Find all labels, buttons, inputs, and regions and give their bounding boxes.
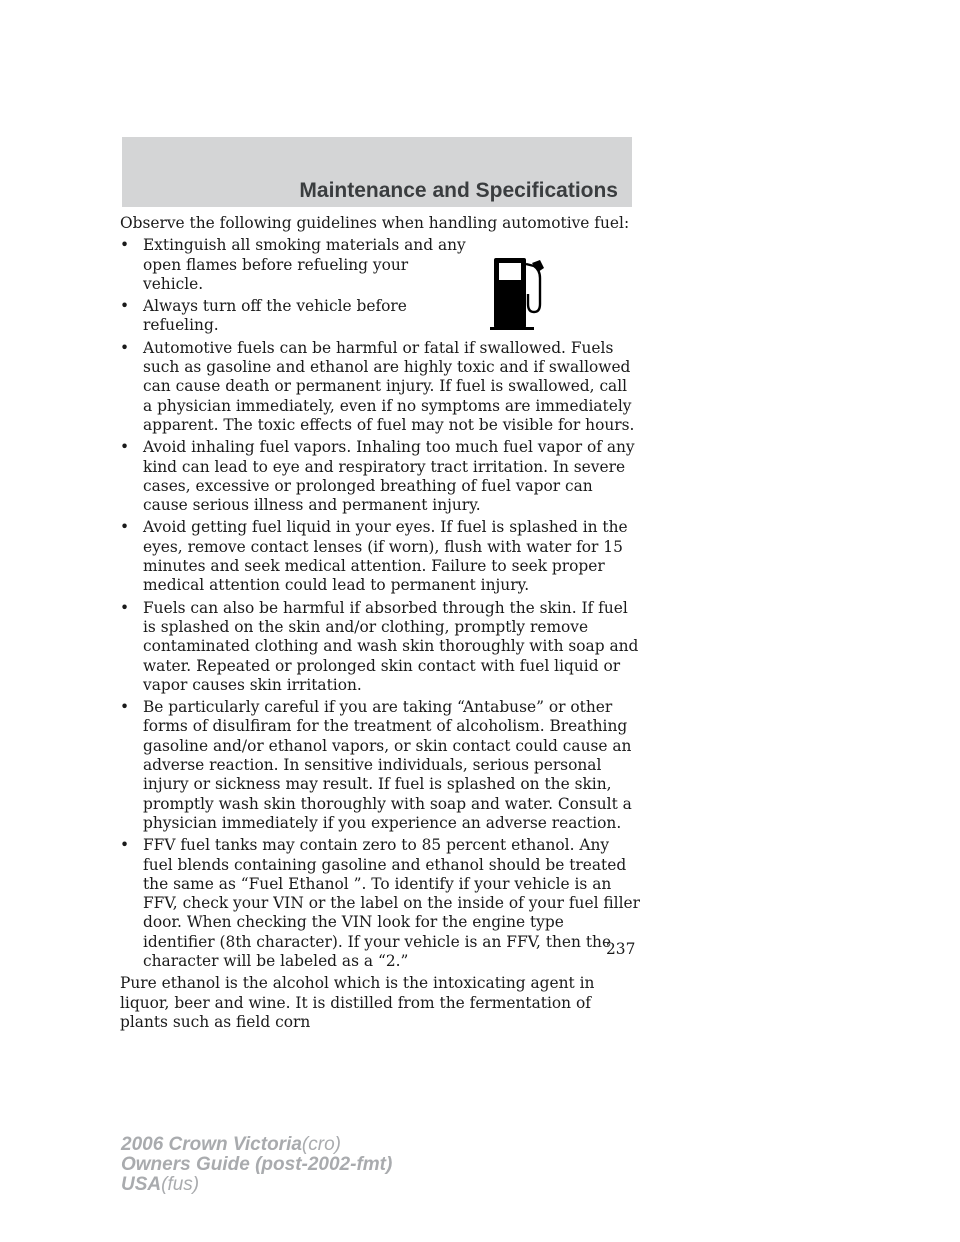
list-item	[120, 698, 640, 833]
document-footer	[121, 1135, 392, 1195]
list-item	[120, 599, 640, 695]
footer-guide: Owners Guide (post-2002-fmt)	[121, 1154, 393, 1175]
intro-paragraph: Observe the following guidelines when handling automotive fuel:	[120, 214, 630, 232]
bullet-symbol: •	[120, 438, 130, 457]
list-item-text: Avoid inhaling fuel vapors. Inhaling too much fuel vapor of any kind can lead to eye and respiratory tract irritation. In severe cases, excessive or prolonged breathing of fuel vapor can cause serious illness and permanent injury.	[143, 438, 635, 515]
list-item-text: Always turn off the vehicle before refueling.	[143, 297, 407, 335]
list-item-text: Be particularly careful if you are taking “Antabuse” or other forms of disulfiram for the treatment of alcoholism. Breathing gasoline and/or ethanol vapors, or skin contact could cause an adverse reaction. In sensitive individuals, serious personal injury or sickness may result. If fuel is splashed on the skin, promptly wash skin thoroughly with soap and water. Consult a physician immediately if you experience an adverse reaction.	[143, 698, 632, 832]
list-item-text: FFV fuel tanks may contain zero to 85 percent ethanol. Any fuel blends containing gasoline and ethanol should be treated the same as “Fuel Ethanol ”. To identify if your vehicle is an FFV, check your VIN or the label on the inside of your fuel filler door. When checking the VIN look for the engine type identifier (8th character). If your vehicle is an FFV, then the character will be labeled as a “2.”	[143, 836, 640, 970]
footer-line-3	[121, 1175, 392, 1195]
footer-model-code: (cro)	[301, 1134, 341, 1155]
list-item	[120, 236, 640, 294]
list-item	[120, 297, 640, 336]
page-number: 237	[606, 940, 636, 958]
closing-paragraph: Pure ethanol is the alcohol which is the intoxicating agent in liquor, beer and wine. It is distilled from the fermentation of plants such as field corn	[120, 974, 595, 1031]
bullet-symbol: •	[120, 518, 130, 537]
footer-line-1	[121, 1135, 392, 1155]
footer-market: USA	[121, 1174, 162, 1195]
body-text	[120, 214, 640, 1032]
bullet-symbol: •	[120, 297, 130, 316]
bullet-symbol: •	[120, 836, 130, 855]
list-item	[120, 518, 640, 595]
list-item-text: Fuels can also be harmful if absorbed through the skin. If fuel is splashed on the skin and/or clothing, promptly remove contaminated clothing and wash skin thoroughly with soap and water. Repeated or prolonged skin contact with fuel liquid or vapor causes skin irritation.	[143, 598, 639, 694]
list-item	[120, 339, 640, 435]
footer-model: 2006 Crown Victoria	[121, 1134, 302, 1155]
bullet-symbol: •	[120, 598, 130, 617]
section-title: Maintenance and Specifications	[299, 179, 618, 202]
footer-market-code: (fus)	[161, 1174, 200, 1195]
list-item-text: Avoid getting fuel liquid in your eyes. If fuel is splashed in the eyes, remove contact lenses (if worn), flush with water for 15 minutes and seek medical attention. Failure to seek proper medical attention could lead to permanent injury.	[143, 518, 628, 595]
section-header	[122, 137, 632, 207]
footer-line-2	[121, 1155, 392, 1175]
list-item-text: Automotive fuels can be harmful or fatal if swallowed. Fuels such as gasoline and ethanol are highly toxic and if swallowed can cause death or permanent injury. If fuel is swallowed, call a physician immediately, even if no symptoms are immediately apparent. The toxic effects of fuel may not be visible for hours.	[143, 338, 635, 434]
list-item	[120, 836, 640, 971]
bullet-symbol: •	[120, 236, 130, 255]
list-item-text: Extinguish all smoking materials and any open flames before refueling your vehicle.	[143, 236, 466, 293]
bullet-symbol: •	[120, 698, 130, 717]
list-item	[120, 438, 640, 515]
bullet-symbol: •	[120, 338, 130, 357]
